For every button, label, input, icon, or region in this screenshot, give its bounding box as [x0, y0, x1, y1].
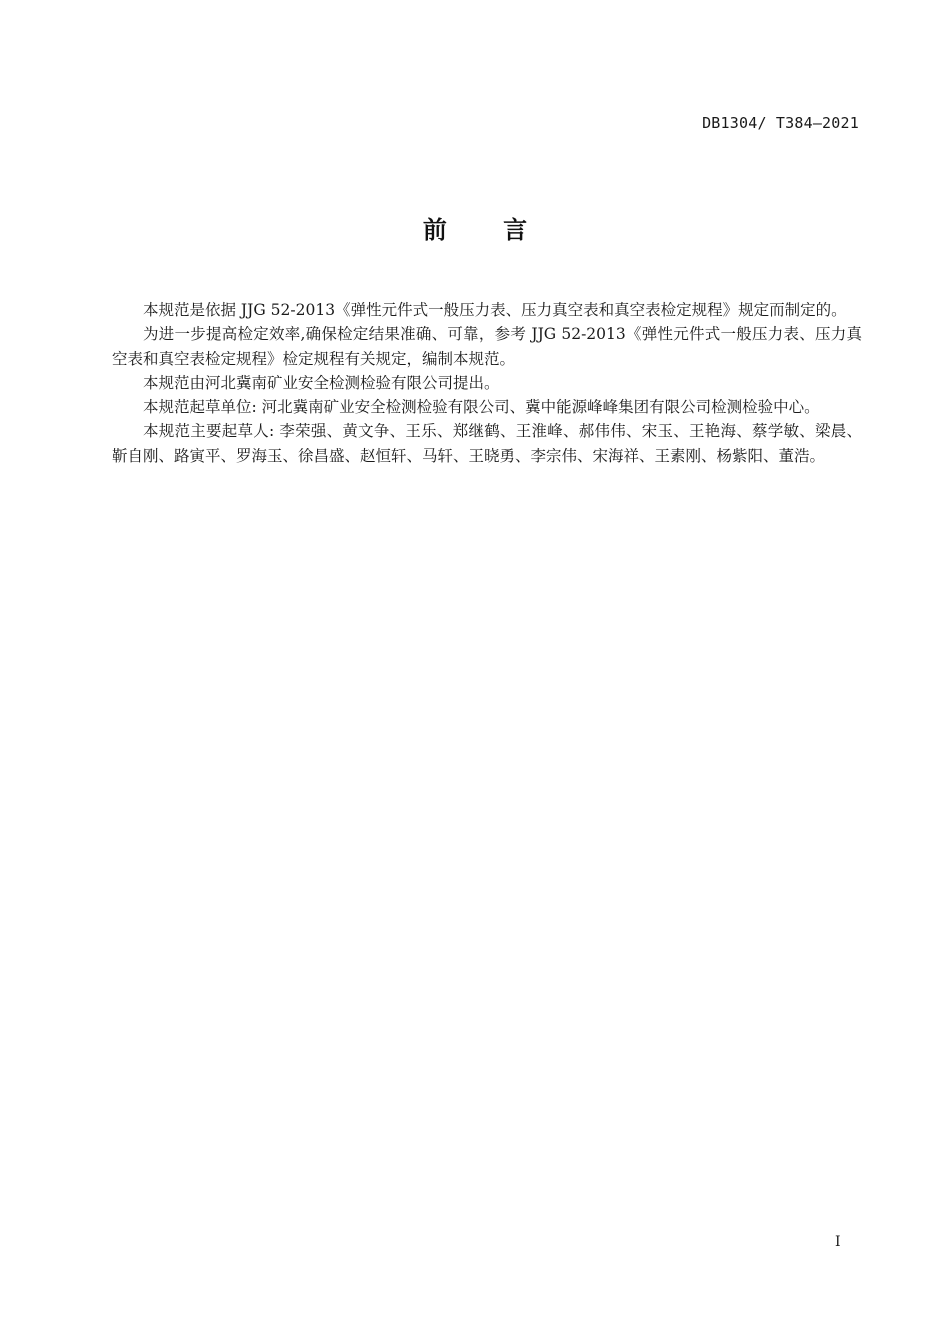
document-code: DB1304/ T384—2021 — [702, 114, 859, 132]
foreword-body — [112, 298, 862, 468]
page-number: I — [835, 1234, 841, 1250]
paragraph-drafting-units: 本规范起草单位: 河北冀南矿业安全检测检验有限公司、冀中能源峰峰集团有限公司检测检验中心。 — [143, 398, 820, 417]
paragraph-proposer: 本规范由河北冀南矿业安全检测检验有限公司提出。 — [143, 373, 500, 392]
paragraph-basis: 本规范是依据 JJG 52-2013《弹性元件式一般压力表、压力真空表和真空表检定规程》规定而制定的。 — [143, 301, 847, 319]
paragraph-drafters: 本规范主要起草人: 李荣强、黄文争、王乐、郑继鹤、王淮峰、郝伟伟、宋玉、王艳海、蔡学敏、梁晨、靳自刚、路寅平、罗海玉、徐昌盛、赵恒轩、马轩、王晓勇、李宗伟、宋海祥、王素刚、杨紫阳、董浩。 — [112, 422, 862, 465]
paragraph-purpose: 为进一步提高检定效率,确保检定结果准确、可靠，参考 JJG 52-2013《弹性元件式一般压力表、压力真空表和真空表检定规程》检定规程有关规定，编制本规范。 — [112, 325, 862, 368]
page-title: 前 言 — [422, 216, 552, 244]
